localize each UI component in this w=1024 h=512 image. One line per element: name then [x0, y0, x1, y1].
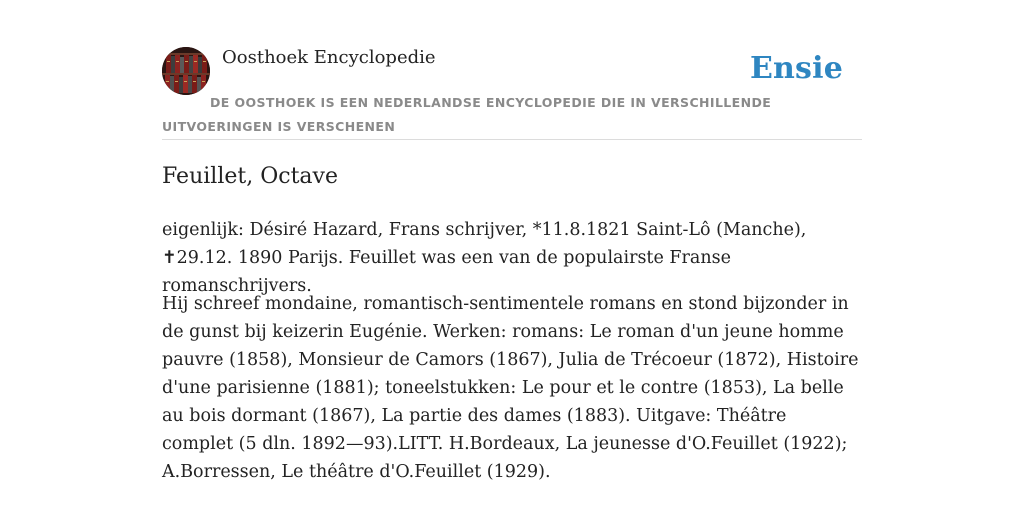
- site-name-link[interactable]: Oosthoek Encyclopedie: [222, 47, 436, 68]
- article-paragraph: Hij schreef mondaine, romantisch-sentimentele romans en stond bijzonder in de gunst bij keizerin Eugénie. Werken: romans: Le roman d'un jeune homme pauvre (1858), Monsieur de Camors (1867), Julia de Trécoeur (1872), Histoire d'une parisienne (1881); toneelstukken: Le pour et le contre (1853), La belle au bois dormant (1867), La partie des dames (1883). Uitgave: Théâtre complet (5 dln. 1892—93).LITT. H.Bordeaux, La jeunesse d'O.Feuillet (1922); A.Borressen, Le théâtre d'O.Feuillet (1929).: [162, 294, 859, 482]
- site-tagline: DE OOSTHOEK IS EEN NEDERLANDSE ENCYCLOPEDIE DIE IN VERSCHILLENDE UITVOERINGEN IS VERSCHENEN: [162, 95, 772, 134]
- entry-card: [162, 44, 862, 482]
- bookshelf-avatar-icon[interactable]: [162, 47, 210, 95]
- brand-logo[interactable]: Ensie: [749, 51, 843, 86]
- article-title: Feuillet, Octave: [162, 164, 338, 189]
- article-paragraph: eigenlijk: Désiré Hazard, Frans schrijver, *11.8.1821 Saint-Lô (Manche), ✝29.12. 1890 Parijs. Feuillet was een van de populairste Franse romanschrijvers.: [162, 220, 807, 296]
- site-header: [162, 44, 862, 140]
